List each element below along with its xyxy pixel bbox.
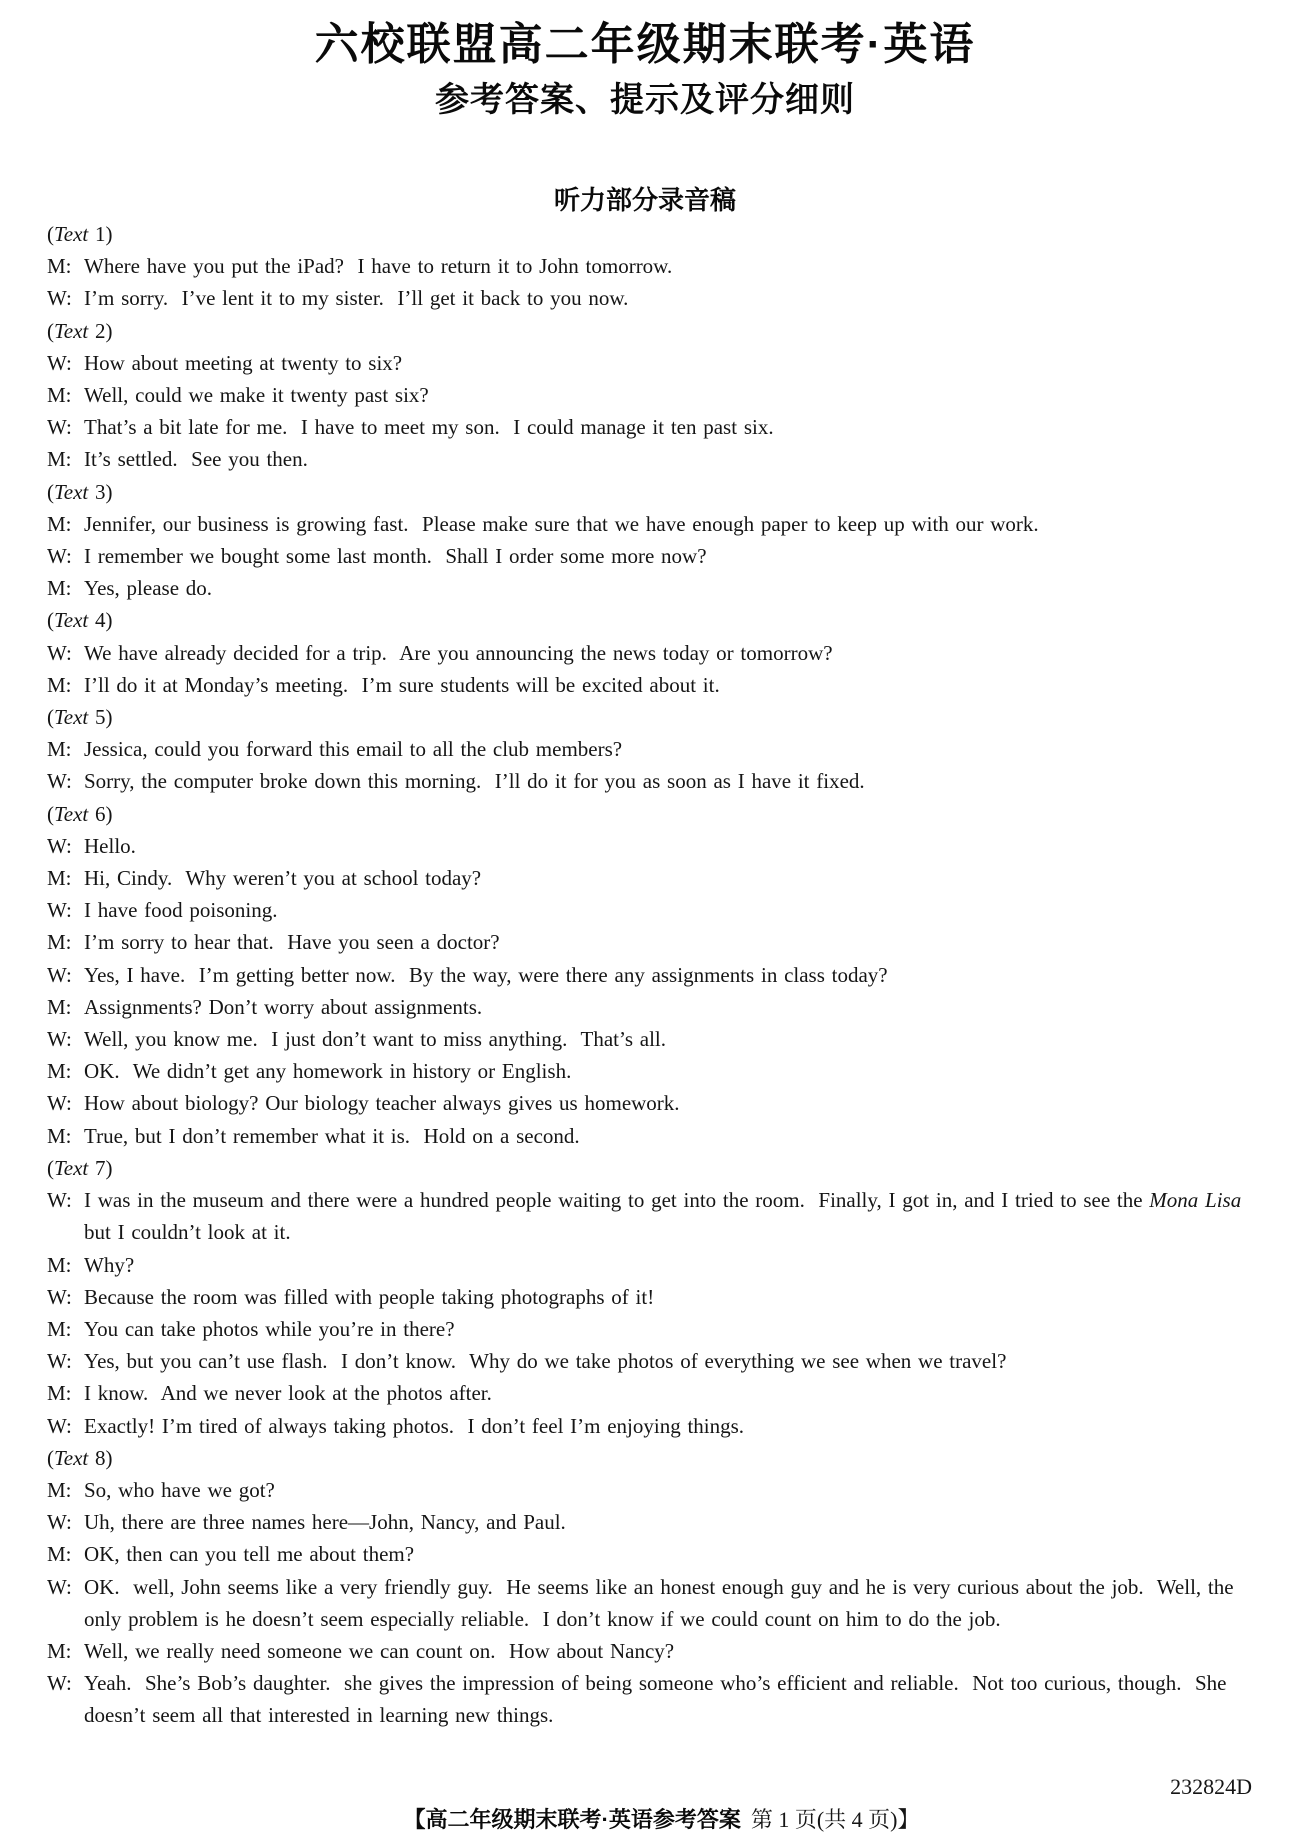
dialogue-text: Yes, but you can’t use flash. I don’t know. Why do we take photos of everything we see when we travel? (84, 1349, 1007, 1374)
dialogue-line (47, 411, 1252, 443)
footer-page-number: 第 1 页(共 4 页)】 (750, 1807, 920, 1832)
speaker-label: W: (47, 962, 72, 987)
speaker-label: W: (47, 640, 72, 665)
dialogue-text: Why? (84, 1252, 135, 1277)
dialogue-line (47, 765, 1252, 797)
dialogue-line (47, 1249, 1252, 1281)
speaker-label: M: (47, 1252, 72, 1277)
dialogue-line (47, 1571, 1252, 1635)
document-title: 六校联盟高二年级期末联考·英语 (314, 20, 976, 69)
dialogue-line (47, 926, 1252, 958)
speaker-label: M: (47, 383, 72, 408)
dialogue-line (47, 991, 1252, 1023)
dialogue-line (47, 1055, 1252, 1087)
dialogue-line (47, 347, 1252, 379)
text-label: (Text 3) (47, 479, 113, 504)
dialogue-text: I know. And we never look at the photos after. (84, 1381, 492, 1406)
dialogue-text: I’m sorry. I’ve lent it to my sister. I’ll get it back to you now. (84, 286, 629, 311)
dialogue-line (47, 830, 1252, 862)
dialogue-text: I’ll do it at Monday’s meeting. I’m sure students will be excited about it. (84, 672, 720, 697)
speaker-label: M: (47, 1477, 72, 1502)
dialogue-text: Sorry, the computer broke down this morning. I’ll do it for you as soon as I have it fixed. (84, 769, 865, 794)
speaker-label: W: (47, 544, 72, 569)
dialogue-text: Well, you know me. I just don’t want to miss anything. That’s all. (84, 1027, 666, 1052)
dialogue-line (47, 669, 1252, 701)
dialogue-line (47, 959, 1252, 991)
dialogue-line (47, 1313, 1252, 1345)
dialogue-text: I remember we bought some last month. Shall I order some more now? (84, 544, 707, 569)
dialogue-line (47, 443, 1252, 475)
dialogue-text: We have already decided for a trip. Are you announcing the news today or tomorrow? (84, 640, 833, 665)
text-label: (Text 1) (47, 222, 113, 246)
dialogue-line (47, 637, 1252, 669)
dialogue-text: Hi, Cindy. Why weren’t you at school today? (84, 866, 482, 891)
dialogue-text: Exactly! I’m tired of always taking photos. I don’t feel I’m enjoying things. (84, 1413, 745, 1438)
dialogue-line (47, 1410, 1252, 1442)
dialogue-text: True, but I don’t remember what it is. Hold on a second. (84, 1123, 580, 1148)
speaker-label: M: (47, 1316, 72, 1341)
dialogue-text: You can take photos while you’re in there? (84, 1316, 455, 1341)
dialogue-line (47, 1281, 1252, 1313)
dialogue-text: OK, then can you tell me about them? (84, 1542, 415, 1567)
speaker-label: M: (47, 511, 72, 536)
dialogue-text: Well, could we make it twenty past six? (84, 383, 429, 408)
dialogue-text: Assignments? Don’t worry about assignments. (84, 994, 483, 1019)
speaker-label: W: (47, 769, 72, 794)
dialogue-text: It’s settled. See you then. (84, 447, 308, 472)
speaker-label: M: (47, 254, 72, 279)
speaker-label: W: (47, 898, 72, 923)
dialogue-text: Well, we really need someone we can count on. How about Nancy? (84, 1638, 675, 1663)
text-label: (Text 8) (47, 1445, 113, 1470)
dialogue-text: I have food poisoning. (84, 898, 278, 923)
speaker-label: W: (47, 1349, 72, 1374)
speaker-label: M: (47, 1123, 72, 1148)
dialogue-line (47, 1538, 1252, 1570)
dialogue-line (47, 1087, 1252, 1119)
dialogue-line (47, 1474, 1252, 1506)
text-label: (Text 2) (47, 318, 113, 343)
speaker-label: W: (47, 286, 72, 311)
text-label: (Text 6) (47, 801, 113, 826)
dialogue-line (47, 1635, 1252, 1667)
dialogue-text: Because the room was filled with people taking photographs of it! (84, 1284, 655, 1309)
text-label: (Text 7) (47, 1155, 113, 1180)
dialogue-line (47, 1023, 1252, 1055)
speaker-label: M: (47, 1059, 72, 1084)
dialogue-line (47, 540, 1252, 572)
speaker-label: W: (47, 1510, 72, 1535)
dialogue-line (47, 508, 1252, 540)
listening-transcript (47, 218, 1252, 1732)
speaker-label: W: (47, 1413, 72, 1438)
dialogue-text: I was in the museum and there were a hundred people waiting to get into the room. Finally, I got in, and I tried to see the Mona Lisa but I couldn’t look at it. (84, 1188, 1248, 1245)
speaker-label: M: (47, 930, 72, 955)
dialogue-line (47, 1506, 1252, 1538)
dialogue-text: Uh, there are three names here—John, Nancy, and Paul. (84, 1510, 566, 1535)
speaker-label: M: (47, 576, 72, 601)
dialogue-line (47, 862, 1252, 894)
speaker-label: W: (47, 833, 72, 858)
speaker-label: W: (47, 1027, 72, 1052)
speaker-label: M: (47, 866, 72, 891)
dialogue-line (47, 1120, 1252, 1152)
speaker-label: M: (47, 994, 72, 1019)
dialogue-line (47, 1345, 1252, 1377)
dialogue-text: OK. well, John seems like a very friendly guy. He seems like an honest enough guy and he is very curious about the job. Well, the only problem is he doesn’t seem especially reliable. I don’t know if we could count on him to do the job. (84, 1574, 1241, 1631)
speaker-label: W: (47, 415, 72, 440)
speaker-label: M: (47, 672, 72, 697)
dialogue-text: So, who have we got? (84, 1477, 275, 1502)
page-footer (0, 1772, 1290, 1832)
dialogue-line (47, 733, 1252, 765)
speaker-label: W: (47, 1188, 72, 1213)
dialogue-text: Yes, please do. (84, 576, 213, 601)
dialogue-text: Hello. (84, 833, 136, 858)
speaker-label: M: (47, 737, 72, 762)
dialogue-line (47, 379, 1252, 411)
document-subtitle: 参考答案、提示及评分细则 (435, 81, 855, 119)
dialogue-text: Yeah. She’s Bob’s daughter. she gives the impression of being someone who’s efficient and reliable. Not too curious, though. She doesn’t seem all that interested in learning new things. (84, 1671, 1234, 1728)
speaker-label: M: (47, 1638, 72, 1663)
dialogue-line (47, 1667, 1252, 1731)
speaker-label: M: (47, 447, 72, 472)
dialogue-line (47, 282, 1252, 314)
dialogue-text: Where have you put the iPad? I have to return it to John tomorrow. (84, 254, 673, 279)
dialogue-line (47, 572, 1252, 604)
speaker-label: W: (47, 1574, 72, 1599)
speaker-label: W: (47, 350, 72, 375)
text-label: (Text 5) (47, 705, 113, 730)
dialogue-text: Yes, I have. I’m getting better now. By the way, were there any assignments in class today? (84, 962, 888, 987)
dialogue-text: How about meeting at twenty to six? (84, 350, 403, 375)
dialogue-line (47, 1184, 1252, 1248)
footer-paper-code: 232824D (1170, 1774, 1252, 1799)
text-label: (Text 4) (47, 608, 113, 633)
speaker-label: W: (47, 1284, 72, 1309)
dialogue-line (47, 1377, 1252, 1409)
dialogue-line (47, 250, 1252, 282)
dialogue-text: Jennifer, our business is growing fast. Please make sure that we have enough paper to keep up with our work. (84, 511, 1039, 536)
speaker-label: W: (47, 1091, 72, 1116)
footer-exam-name: 【高二年级期末联考·英语参考答案 (403, 1807, 741, 1832)
dialogue-text: That’s a bit late for me. I have to meet my son. I could manage it ten past six. (84, 415, 774, 440)
dialogue-text: OK. We didn’t get any homework in history or English. (84, 1059, 572, 1084)
speaker-label: W: (47, 1671, 72, 1696)
section-heading-listening-transcript: 听力部分录音稿 (553, 185, 736, 215)
speaker-label: M: (47, 1381, 72, 1406)
footer-caption (0, 1772, 1290, 1834)
dialogue-text: How about biology? Our biology teacher always gives us homework. (84, 1091, 680, 1116)
speaker-label: M: (47, 1542, 72, 1567)
dialogue-text: I’m sorry to hear that. Have you seen a doctor? (84, 930, 500, 955)
dialogue-line (47, 894, 1252, 926)
dialogue-text: Jessica, could you forward this email to all the club members? (84, 737, 623, 762)
